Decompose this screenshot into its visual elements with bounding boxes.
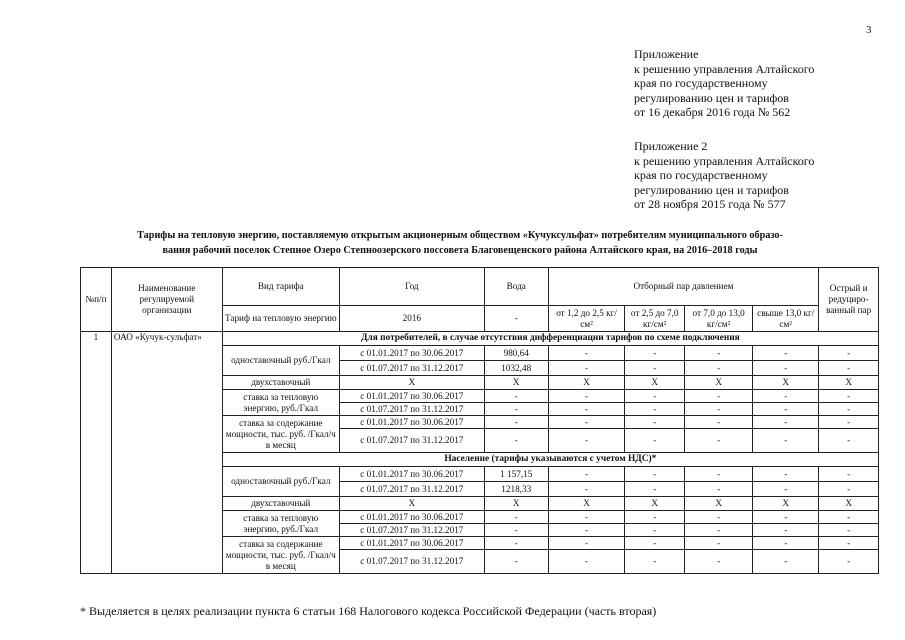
tariff-year: 2016 (339, 306, 484, 332)
dash-cell: - (753, 511, 819, 524)
dash-cell: - (484, 390, 548, 403)
dash-cell: - (685, 346, 753, 361)
dash-cell: - (753, 467, 819, 482)
appendix-block-2 (634, 139, 814, 212)
period-cell: с 01.01.2017 по 30.06.2017 (339, 511, 484, 524)
value-cell: 1032,48 (484, 361, 548, 376)
value-cell: 1 157,15 (484, 467, 548, 482)
appendix-line: к решению управления Алтайского (634, 61, 815, 76)
header-steam: Отборный пар давлением (548, 268, 819, 306)
dash-cell: - (484, 511, 548, 524)
dash-cell: - (819, 361, 879, 376)
dash-cell: - (548, 482, 625, 497)
period-cell: с 01.01.2017 по 30.06.2017 (339, 537, 484, 550)
period-cell: с 01.07.2017 по 31.12.2017 (339, 429, 484, 453)
dash-cell: - (548, 550, 625, 574)
header-pressure-3: от 7,0 до 13,0 кг/см² (685, 306, 753, 332)
dash-cell: - (625, 467, 685, 482)
header-org: Наименование регулируемой организации (111, 268, 222, 332)
dash-cell: - (819, 482, 879, 497)
header-num: №п/п (81, 268, 112, 332)
x-cell: X (625, 497, 685, 511)
x-cell: X (625, 376, 685, 390)
tariff-table (80, 267, 879, 574)
dash-cell: - (625, 403, 685, 416)
header-sharp-steam: Острый и редуциро-ванный пар (819, 268, 879, 332)
x-cell: X (819, 376, 879, 390)
dash-cell: - (625, 390, 685, 403)
value-cell: 980,64 (484, 346, 548, 361)
footnote: * Выделяется в целях реализации пункта 6 статьи 168 Налогового кодекса Российской Федерации (часть вторая) (80, 604, 657, 618)
row-number: 1 (81, 332, 112, 574)
x-cell: X (484, 497, 548, 511)
dash-cell: - (484, 537, 548, 550)
label-energy-rate: ставка за тепловую энергию, руб./Гкал (222, 511, 339, 537)
dash-cell: - (685, 361, 753, 376)
x-cell: X (685, 376, 753, 390)
x-cell: X (339, 497, 484, 511)
dash-cell: - (685, 429, 753, 453)
header-type: Вид тарифа (222, 268, 339, 306)
appendix-line: края по государственному (634, 168, 768, 183)
period-cell: с 01.01.2017 по 30.06.2017 (339, 390, 484, 403)
title-line-1: Тарифы на тепловую энергию, поставляемую открытым акционерным обществом «Кучуксульфат» потребителям муниципального образо- (137, 230, 783, 241)
appendix-line: от 16 декабря 2016 года № 562 (634, 105, 791, 120)
dash-cell: - (753, 550, 819, 574)
dash-cell: - (819, 511, 879, 524)
dash-cell: - (685, 511, 753, 524)
dash-cell: - (625, 537, 685, 550)
dash-cell: - (819, 403, 879, 416)
period-cell: с 01.01.2017 по 30.06.2017 (339, 416, 484, 429)
dash-cell: - (753, 403, 819, 416)
period-cell: с 01.07.2017 по 31.12.2017 (339, 550, 484, 574)
label-energy-rate: ставка за тепловую энергию, руб./Гкал (222, 390, 339, 416)
dash-cell: - (753, 390, 819, 403)
x-cell: X (753, 497, 819, 511)
dash-cell: - (819, 429, 879, 453)
x-cell: X (339, 376, 484, 390)
x-cell: X (685, 497, 753, 511)
dash-cell: - (753, 482, 819, 497)
section-1-heading: Для потребителей, в случае отсутствия дифференциации тарифов по схеме подключения (222, 332, 878, 346)
dash-cell: - (548, 511, 625, 524)
dash-cell: - (625, 511, 685, 524)
appendix-line: регулированию цен и тарифов (634, 182, 789, 197)
dash-cell: - (685, 482, 753, 497)
x-cell: X (484, 376, 548, 390)
dash-cell: - (625, 524, 685, 537)
label-capacity-rate: ставка за содержание мощности, тыс. руб. /Гкал/ч в месяц (222, 537, 339, 574)
x-cell: X (819, 497, 879, 511)
dash-cell: - (484, 550, 548, 574)
title-line-2: вания рабочий поселок Степное Озеро Степноозерского поссовета Благовещенского района Алтайского края, на 2016–2018 годы (162, 245, 758, 256)
dash-cell: - (819, 467, 879, 482)
label-capacity-rate: ставка за содержание мощности, тыс. руб. /Гкал/ч в месяц (222, 416, 339, 453)
dash-cell: - (548, 403, 625, 416)
x-cell: X (548, 497, 625, 511)
label-two-rate: двухставочный (222, 497, 339, 511)
dash-cell: - (753, 361, 819, 376)
dash-cell: - (625, 429, 685, 453)
dash-cell: - (819, 346, 879, 361)
tariff-label: Тариф на тепловую энергию (222, 306, 339, 332)
dash-cell: - (548, 390, 625, 403)
dash-cell: - (685, 403, 753, 416)
dash-cell: - (625, 482, 685, 497)
header-water: Вода (484, 268, 548, 306)
header-year: Год (339, 268, 484, 306)
dash-cell: - (819, 416, 879, 429)
appendix-line: Приложение (634, 47, 699, 61)
dash-cell: - (625, 416, 685, 429)
dash-cell: - (625, 550, 685, 574)
dash-cell: - (819, 537, 879, 550)
period-cell: с 01.01.2017 по 30.06.2017 (339, 346, 484, 361)
appendix-line: от 28 ноября 2015 года № 577 (634, 197, 786, 212)
period-cell: с 01.07.2017 по 31.12.2017 (339, 361, 484, 376)
dash-cell: - (819, 390, 879, 403)
dash-cell: - (685, 524, 753, 537)
period-cell: с 01.07.2017 по 31.12.2017 (339, 524, 484, 537)
dash-cell: - (685, 537, 753, 550)
dash-cell: - (484, 416, 548, 429)
dash-cell: - (685, 390, 753, 403)
x-cell: X (753, 376, 819, 390)
header-pressure-2: от 2,5 до 7,0 кг/см² (625, 306, 685, 332)
dash-cell: - (548, 537, 625, 550)
dash-cell: - (753, 429, 819, 453)
dash-cell: - (484, 429, 548, 453)
dash-cell: - (685, 550, 753, 574)
section-2-heading: Население (тарифы указываются с учетом НДС)* (222, 453, 878, 467)
appendix-line: регулированию цен и тарифов (634, 90, 789, 105)
x-cell: X (548, 376, 625, 390)
dash-cell: - (484, 403, 548, 416)
label-two-rate: двухставочный (222, 376, 339, 390)
appendix-line: Приложение 2 (634, 139, 708, 153)
label-one-rate: одноставочный руб./Гкал (222, 346, 339, 376)
dash-cell: - (548, 467, 625, 482)
dash-cell: - (753, 537, 819, 550)
dash-cell: - (625, 361, 685, 376)
header-pressure-1: от 1,2 до 2,5 кг/см² (548, 306, 625, 332)
dash-cell: - (548, 416, 625, 429)
dash-cell: - (685, 416, 753, 429)
period-cell: с 01.07.2017 по 31.12.2017 (339, 403, 484, 416)
period-cell: с 01.07.2017 по 31.12.2017 (339, 482, 484, 497)
dash-cell: - (819, 524, 879, 537)
dash-cell: - (548, 524, 625, 537)
value-cell: 1218,33 (484, 482, 548, 497)
period-cell: с 01.01.2017 по 30.06.2017 (339, 467, 484, 482)
tariff-water: - (484, 306, 548, 332)
dash-cell: - (753, 346, 819, 361)
dash-cell: - (753, 416, 819, 429)
dash-cell: - (548, 346, 625, 361)
dash-cell: - (625, 346, 685, 361)
dash-cell: - (685, 467, 753, 482)
dash-cell: - (819, 550, 879, 574)
dash-cell: - (753, 524, 819, 537)
label-one-rate: одноставочный руб./Гкал (222, 467, 339, 497)
appendix-line: к решению управления Алтайского (634, 153, 815, 168)
dash-cell: - (484, 524, 548, 537)
document-title (60, 228, 860, 258)
page-number: 3 (866, 24, 872, 36)
org-name: ОАО «Кучук-сульфат» (111, 332, 222, 574)
appendix-line: края по государственному (634, 76, 768, 91)
dash-cell: - (548, 429, 625, 453)
dash-cell: - (548, 361, 625, 376)
header-pressure-4: свыше 13,0 кг/см² (753, 306, 819, 332)
appendix-block-1 (634, 47, 814, 120)
